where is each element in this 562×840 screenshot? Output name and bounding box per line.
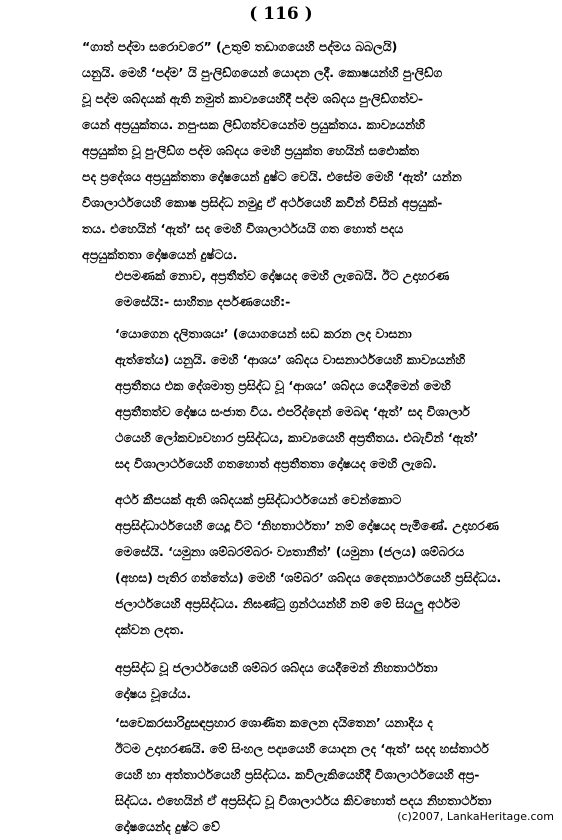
text-line: ඊටම උදාහරණයි. මේ සිංහල පද්‍යයෙහි යොදන ලද ‘ඇත්’ සදද හස්තාර්ථ — [115, 741, 489, 756]
text-line: ‘යොගෙන දලිතාශයඃ’ (යොගයෙන් ඝඩ කරන ලද වාසනා — [115, 326, 412, 341]
text-line: යෙහි හා අත්තාර්ථයෙහි ප්‍රසිද්ධය. කවිලැකියෙහිදී විශාලාර්ථයෙහි අප්‍ර- — [115, 767, 480, 782]
paragraph-5 — [115, 655, 547, 707]
text-line: ථයෙහි ලෝකව්‍යවහාර ප්‍රසිද්ධය, කාව්‍යයෙහි අප්‍රතීතය. එබැවින් ‘ඇත්’ — [115, 430, 479, 445]
text-line: අර්ථ කීපයක් ඇති ශබ්දයක් ප්‍රසිද්ධාර්ථයෙන් වෙන්කොට — [115, 492, 402, 507]
paragraph-1 — [82, 34, 550, 268]
copyright-notice: (c)2007, LankaHeritage.com — [397, 810, 554, 823]
text-line: “ගාත් පද්මා සරොවරෙ” (උතුම් තඩාගයෙහි පද්මය බබලයි) — [82, 39, 398, 54]
text-line: යනුයි. මෙහි ‘පද්ම’ යි පුංලිඩ්ගයෙන් යොදන ලදී. කොෂයන්හි පුංලිඩ්ග — [82, 65, 443, 80]
text-line: මෙසේයි. ‘යමුනා ශම්බරම්බරං ව්‍යතානීත්’ (යමුනා (ජලය) ශම්බරය — [115, 544, 465, 559]
text-line: අප්‍රයුක්තතා දෝෂයෙන් දුෂ්ටය. — [82, 247, 238, 262]
text-line: ඇත්තේය) යනුයි. මෙහි ‘ආශය’ ශබ්දය වාසනාර්ථයෙහි කාව්‍යයන්හි — [115, 352, 466, 367]
text-line: දෝෂයෙන්ද දුෂ්ට වේ — [115, 819, 220, 834]
text-line: දෝෂය වූයේය. — [115, 686, 192, 701]
text-line: යෙන් අප්‍රයුක්තය. නපුංසක ලිඩ්ගත්වයෙන්ම ප්‍රයුක්තය. කාව්‍යයන්හි — [82, 117, 425, 132]
page-number: ( 116 ) — [249, 4, 313, 24]
text-line: විශාලාර්ථයෙහි කොෂ ප්‍රසිද්ධ නමුදු ඒ අර්ථයෙහි කවීන් විසින් අප්‍රයුක්- — [82, 195, 443, 210]
paragraph-3 — [115, 321, 547, 477]
text-line: අප්‍රයුක්ත වූ පුංලිඩ්ග පද්ම ශබ්දය මෙහි ප්‍රයුක්ත හෙයින් සඵොක්ත — [82, 143, 419, 158]
text-line: පද ප්‍රදේශය අප්‍රයුක්තතා දෝෂයෙන් දුෂ්ට වෙයි. එසේම මෙහි ‘ඇත්’ යන්න — [82, 169, 462, 184]
text-line: අප්‍රසිද්ධ වූ ජලාර්ථයෙහි ශම්බර ශබ්දය යෙදීමෙන් නිහතාර්ථතා — [115, 660, 438, 675]
text-line: අප්‍රසිද්ධාර්ථයෙහි යෙදූ විට ‘නිහතාර්ථතා’ නම් දෝෂයද පැමිණේ. උදාහරණ — [115, 518, 499, 533]
text-line: ජලාර්ථයෙහි අප්‍රසිද්ධය. නිඝණ්ටු ග්‍රන්ථයන්හි නම් මේ සියලු අර්ථම — [115, 596, 461, 611]
paragraph-2 — [115, 263, 547, 315]
text-line: සද විශාලාර්ථයෙහි ගතහොත් අප්‍රතීතතා දෝෂයද මෙහි ලැබේ. — [115, 456, 437, 471]
text-line: ‘සවෙකරසාරිදුසඳප්‍රහාර ශොණිත කලෙන දයිතෙන’ යනාදිය ද — [115, 715, 433, 730]
text-line: තය. එහෙයින් ‘ඇත්’ සද මෙහි විශාලාර්ථයයි ගත හොත් පදය — [82, 221, 404, 236]
text-line: (අහස) පැතිර ගත්තේය) මෙහි ‘ශම්බර’ ශබ්දය දෛත්‍යාර්ථයෙහි ප්‍රසිද්ධය. — [115, 570, 502, 585]
text-line: එපමණක් නොව, අප්‍රතීත්ව දෝෂයද මෙහි ලැබෙයි. ඊට උදාහරණ — [115, 268, 450, 283]
text-line: අප්‍රතීතය එක දේශමාත්‍ර ප්‍රසිද්ධ වූ ‘ආශය’ ශබ්දය යෙදීමෙන් මෙහි — [115, 378, 451, 393]
text-line: සිද්ධය. එහෙයින් ඒ අප්‍රසිද්ධ වූ විශාලාර්ථය කිවහොත් පදය නිහතාර්ථතා — [115, 793, 492, 808]
text-line: වූ පද්ම ශබ්දයක් ඇති නමුත් කාව්‍යයෙහිදී පද්ම ශබ්දය පුංලිඩ්ගත්ව- — [82, 91, 424, 106]
text-line: මෙසේයි:- සාහිත්‍ය දර්පණයෙහි:- — [115, 294, 291, 309]
text-line: අප්‍රතීතත්ව දෝෂය සංජාත විය. එපරිද්දෙන් මෙබඳ ‘ඇත්’ සද විශාලාර් — [115, 404, 470, 419]
paragraph-4 — [115, 487, 547, 643]
text-line: දක්වන ලදත. — [115, 622, 185, 637]
